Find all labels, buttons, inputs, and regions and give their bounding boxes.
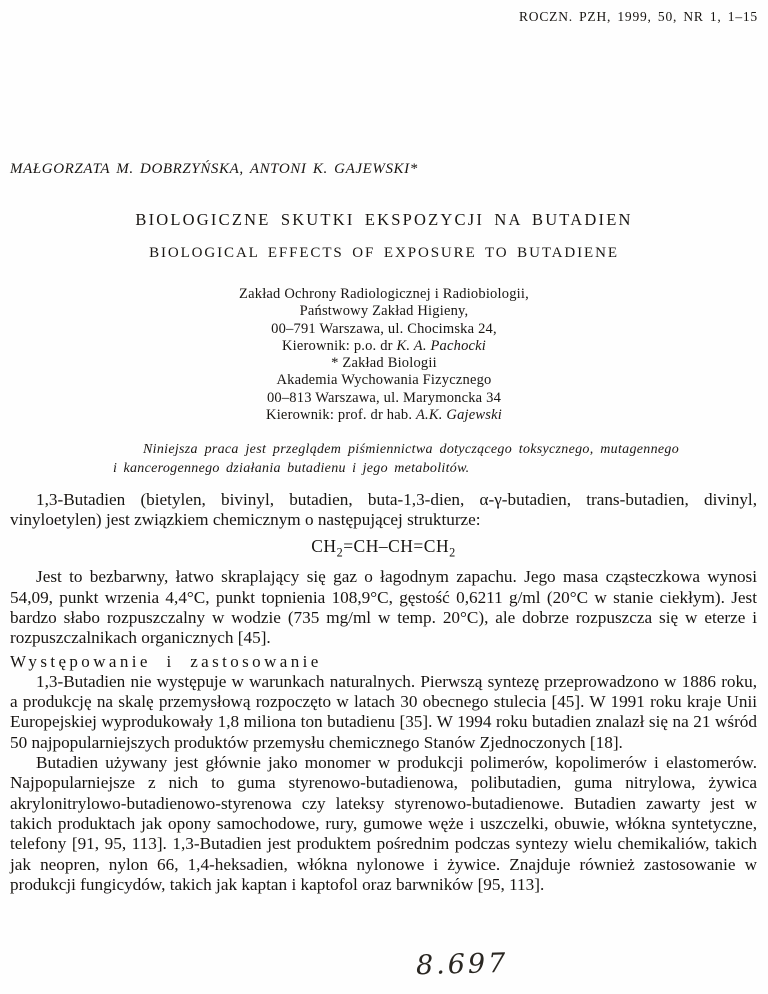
affiliation-address-2: 00–813 Warszawa, ul. Marymoncka 34 xyxy=(266,389,502,406)
formula-subscript-2: 2 xyxy=(449,545,456,560)
authors-line: MAŁGORZATA M. DOBRZYŃSKA, ANTONI K. GAJEWSKI* xyxy=(10,161,418,177)
article-title-english: BIOLOGICAL EFFECTS OF EXPOSURE TO BUTADIENE xyxy=(149,245,619,261)
article-title-polish: BIOLOGICZNE SKUTKI EKSPOZYCJI NA BUTADIEN xyxy=(135,210,633,229)
paragraph-occurrence: 1,3-Butadien nie występuje w warunkach naturalnych. Pierwszą syntezę przeprowadzono w 1886 roku, a produkcję na skalę przemysłową rozpoczęto w latach 30 obecnego stulecia [45]. W 1991 roku kraje Unii Europejskiej wyprodukowały 1,8 miliona ton butadienu [35]. W 1994 roku butadien znalazł się na 21 wśród 50 najpopularniejszych produktów przemysłu chemicznego Stanów Zjednoczonych [18]. xyxy=(10,671,757,752)
affiliation-head-1-prefix: Kierownik: p.o. dr xyxy=(281,337,397,354)
section-heading-occurrence: Występowanie i zastosowanie xyxy=(10,651,322,671)
affiliation-department-2: * Zakład Biologii xyxy=(331,355,437,372)
affiliation-head-2-prefix: Kierownik: prof. dr hab. xyxy=(266,407,416,424)
paragraph-applications: Butadien używany jest głównie jako monomer w produkcji polimerów, kopolimerów i elastomerów. Najpopularniejsze z nich to guma styrenowo-butadienowa, polibutadien, guma nitrylowa, żywica akrylonitrylowo-butadienowo-styrenowa czy lateksy styrenowo-butadienowe. Butadien zawarty jest w takich produktach jak opony samochodowe, rury, gumowe węże i uszczelki, obuwie, włókna syntetyczne, telefony [91, 95, 113]. 1,3-Butadien jest produktem pośrednim podczas syntezy wielu chemikaliów, takich jak neopren, nylon 66, 1,4-heksadien, włókna nylonowe i żywice. Znajduje również zastosowanie w produkcji fungicydów, takich jak kaptan i kaptofol oraz barwników [95, 113]. xyxy=(10,753,757,894)
article-body xyxy=(10,490,757,895)
affiliation-department-1: Zakład Ochrony Radiologicznej i Radiobiologii, xyxy=(239,286,529,302)
paragraph-intro: 1,3-Butadien (bietylen, bivinyl, butadien, buta-1,3-dien, α-γ-butadien, trans-butadien, divinyl, vinyloetylen) jest związkiem chemicznym o następującej strukturze: xyxy=(10,490,757,530)
chemical-formula xyxy=(10,536,757,563)
affiliation-institute-2: Akademia Wychowania Fizycznego xyxy=(276,372,492,389)
affiliation-head-2 xyxy=(0,407,768,424)
affiliation-address-1: 00–791 Warszawa, ul. Chocimska 24, xyxy=(271,320,497,337)
affiliation-head-1 xyxy=(0,338,768,355)
handwritten-number: 8.697 xyxy=(415,947,509,982)
paragraph-properties: Jest to bezbarwny, łatwo skraplający się gaz o łagodnym zapachu. Jego masa cząsteczkowa wynosi 54,09, punkt wrzenia 4,4°C, punkt topnienia 108,9°C, gęstość 0,6211 g/ml (20°C w stanie ciekłym). Jest bardzo słabo rozpuszczalny w wodzie (735 mg/ml w temp. 20°C), ale dobrze rozpuszcza się w eterze i rozpuszczalnikach organicznych [45]. xyxy=(10,567,757,648)
affiliation-head-1-name: K. A. Pachocki xyxy=(396,337,487,354)
affiliation-head-2-name: A.K. Gajewski xyxy=(416,407,502,424)
abstract-text: Niniejsza praca jest przeglądem piśmiennictwa dotyczącego toksycznego, mutagennego i kancerogennego działania butadienu i jego metabolitów. xyxy=(113,442,679,476)
affiliation-institute-1: Państwowy Zakład Higieny, xyxy=(299,303,469,320)
journal-reference: ROCZN. PZH, 1999, 50, NR 1, 1–15 xyxy=(519,9,758,24)
formula-part-2: =CH–CH=CH xyxy=(343,535,450,556)
affiliation-block xyxy=(0,286,768,424)
formula-subscript-1: 2 xyxy=(336,545,344,560)
formula-part-1: CH xyxy=(311,535,337,556)
